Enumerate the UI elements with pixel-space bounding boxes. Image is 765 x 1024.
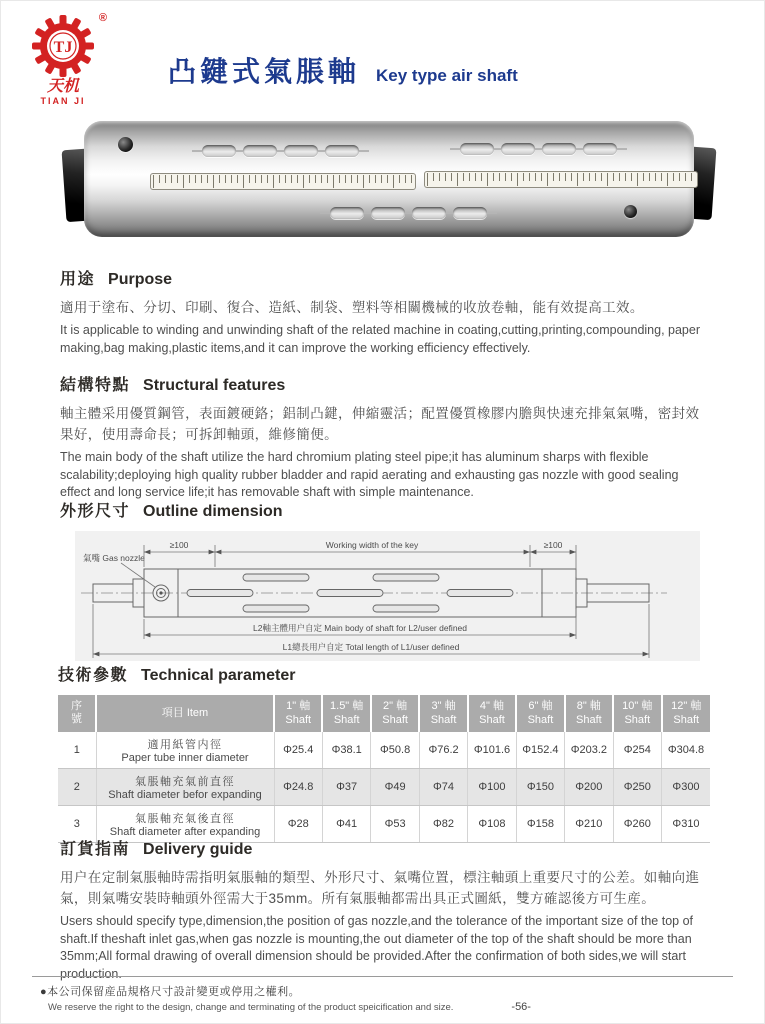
value-cell: Φ254 (613, 732, 661, 769)
purpose-text-cn: 適用于塗布、分切、印刷、復合、造紙、制袋、塑料等相關機械的收放卷軸，能有效提高工效。 (60, 300, 644, 315)
key-slot-group (460, 143, 617, 155)
l1-dimension-label: L1總長用户自定 Total length of L1/user defined (282, 642, 460, 652)
section-purpose (60, 266, 712, 357)
shaft-screw-hole (118, 137, 133, 152)
shaft-size-column-header: 12" 軸 Shaft (662, 695, 711, 732)
value-cell: Φ210 (565, 805, 613, 842)
l2-dimension-label: L2軸主體用户自定 Main body of shaft for L2/user defined (252, 623, 468, 633)
table-header-row (58, 695, 710, 732)
heading-en: Purpose (108, 271, 173, 288)
dim-right-label: ≥100 (543, 540, 563, 550)
brand-name-en: TIAN JI (40, 95, 86, 106)
section-heading (58, 662, 710, 685)
working-width-label: Working width of the key (325, 540, 419, 550)
brand-name-cn: 天机 (46, 78, 79, 95)
logo-monogram: TJ (53, 39, 73, 56)
item-cell: 氣脹軸充氣前直徑 Shaft diameter befor expanding (96, 768, 274, 805)
key-slot (501, 143, 535, 155)
value-cell: Φ41 (322, 805, 370, 842)
page-title-cn: 凸鍵式氣脹軸 (168, 56, 361, 87)
page-title (168, 50, 518, 90)
key-slot (542, 143, 576, 155)
value-cell: Φ152.4 (516, 732, 564, 769)
shaft-size-column-header: 10" 軸 Shaft (613, 695, 661, 732)
key-slot (325, 145, 359, 157)
item-cell: 適用紙管内徑 Paper tube inner diameter (96, 732, 274, 769)
parameter-table (58, 695, 710, 843)
value-cell: Φ300 (662, 768, 711, 805)
purpose-text-en: It is applicable to winding and unwinding shaft of the related machine in coating,cutting,printing,compounding, paper making,bag making,plastic items,and it can improve the working efficiency effectively. (60, 322, 700, 355)
value-cell: Φ100 (468, 768, 516, 805)
table-row (58, 732, 710, 769)
item-column-header: 項目 Item (96, 695, 274, 732)
section-heading (60, 836, 712, 859)
key-slot (412, 207, 446, 219)
value-cell: Φ49 (371, 768, 419, 805)
footer-note-cn: ●本公司保留産品規格尺寸設計變更或停用之權利。 (40, 986, 301, 998)
key-slot (243, 145, 277, 157)
heading-cn: 用途 (60, 271, 96, 288)
value-cell: Φ25.4 (274, 732, 322, 769)
key-slot (583, 143, 617, 155)
value-cell: Φ38.1 (322, 732, 370, 769)
heading-en: Outline dimension (143, 503, 283, 520)
key-slot (371, 207, 405, 219)
shaft-size-column-header: 8" 軸 Shaft (565, 695, 613, 732)
value-cell: Φ200 (565, 768, 613, 805)
page-title-en: Key type air shaft (376, 66, 518, 85)
row-index: 3 (58, 805, 96, 842)
heading-cn: 技術參數 (58, 667, 129, 684)
shaft-size-column-header: 1" 軸 Shaft (274, 695, 322, 732)
value-cell: Φ28 (274, 805, 322, 842)
heading-en: Delivery guide (143, 841, 253, 858)
row-index: 2 (58, 768, 96, 805)
key-slot (460, 143, 494, 155)
shaft-size-column-header: 3" 軸 Shaft (419, 695, 467, 732)
index-column-header: 序號 (58, 695, 96, 732)
outline-dimension-drawing (75, 531, 700, 661)
value-cell: Φ50.8 (371, 732, 419, 769)
value-cell: Φ250 (613, 768, 661, 805)
footer-divider (32, 976, 733, 977)
table-row (58, 768, 710, 805)
gear-logo-icon (31, 12, 107, 78)
value-cell: Φ260 (613, 805, 661, 842)
section-outline-dimension (60, 498, 712, 661)
features-text-cn: 軸主體采用優質鋼管，表面鍍硬鉻；鋁制凸鍵，伸縮靈活；配置優質橡膠内膽與快速充排氣氣嘴，密封效果好，使用壽命長；可拆卸軸頭，維修簡便。 (60, 406, 700, 442)
registered-trademark-icon: ® (98, 12, 107, 24)
shaft-size-column-header: 4" 軸 Shaft (468, 695, 516, 732)
footer-note-en: We reserve the right to the design, change and terminating of the product speicification and size. (48, 1002, 454, 1013)
shaft-size-column-header: 6" 軸 Shaft (516, 695, 564, 732)
delivery-text-cn: 用户在定制氣脹軸時需指明氣脹軸的類型、外形尺寸、氣嘴位置，標注軸頭上重要尺寸的公差。如軸向進氣，則氣嘴安裝時軸頭外徑需大于35mm。所有氣脹軸都需出具正式圖紙，雙方確認後方可生産。 (60, 870, 700, 906)
value-cell: Φ74 (419, 768, 467, 805)
section-heading (60, 266, 712, 289)
page-footer (0, 976, 765, 1013)
section-structural-features (60, 372, 712, 502)
value-cell: Φ108 (468, 805, 516, 842)
row-index: 1 (58, 732, 96, 769)
section-heading (60, 498, 712, 521)
value-cell: Φ310 (662, 805, 711, 842)
shaft-screw-hole (624, 205, 637, 218)
shaft-size-column-header: 2" 軸 Shaft (371, 695, 419, 732)
page-number: -56- (511, 1001, 531, 1013)
key-slot (284, 145, 318, 157)
value-cell: Φ53 (371, 805, 419, 842)
value-cell: Φ304.8 (662, 732, 711, 769)
value-cell: Φ150 (516, 768, 564, 805)
key-slot (453, 207, 487, 219)
heading-en: Technical parameter (141, 667, 296, 684)
heading-cn: 結構特點 (60, 377, 131, 394)
key-slot (330, 207, 364, 219)
company-logo (20, 14, 106, 106)
section-heading (60, 372, 712, 395)
features-text-en: The main body of the shaft utilize the hard chromium plating steel pipe;it has aluminum sharps with flexible scalability;deploying high quality rubber bladder and rapid aerating and exhausting gas nozzle with good sealing effect and long service life;it has removable shaft with simple maintenance. (60, 449, 679, 500)
dim-left-label: ≥100 (169, 540, 189, 550)
value-cell: Φ203.2 (565, 732, 613, 769)
value-cell: Φ82 (419, 805, 467, 842)
value-cell: Φ24.8 (274, 768, 322, 805)
shaft-size-column-header: 1.5" 軸 Shaft (322, 695, 370, 732)
value-cell: Φ37 (322, 768, 370, 805)
shaft-ruler-scale (424, 171, 698, 188)
value-cell: Φ101.6 (468, 732, 516, 769)
heading-cn: 外形尺寸 (60, 503, 131, 520)
section-delivery-guide (60, 836, 712, 984)
key-slot-group (202, 145, 359, 157)
gas-nozzle-label: 氣嘴 Gas nozzle (83, 553, 145, 563)
value-cell: Φ76.2 (419, 732, 467, 769)
item-cell: 氣脹軸充氣後直徑 Shaft diameter after expanding (96, 805, 274, 842)
heading-cn: 訂貨指南 (60, 841, 131, 858)
heading-en: Structural features (143, 377, 286, 394)
key-slot (202, 145, 236, 157)
value-cell: Φ158 (516, 805, 564, 842)
key-slot-group (330, 207, 487, 219)
section-technical-parameter (58, 662, 710, 843)
shaft-ruler-scale (150, 173, 416, 190)
delivery-text-en: Users should specify type,dimension,the position of gas nozzle,and the tolerance of the important size of the top of shaft.If theshaft inlet gas,when gas nozzle is mounting,the out diameter of the top of the shaft should be more than 35mm;All formal drawing of overall dimension should be provided.After the confirmation of both sides,we will start production. (60, 913, 694, 982)
product-photo (64, 121, 714, 239)
